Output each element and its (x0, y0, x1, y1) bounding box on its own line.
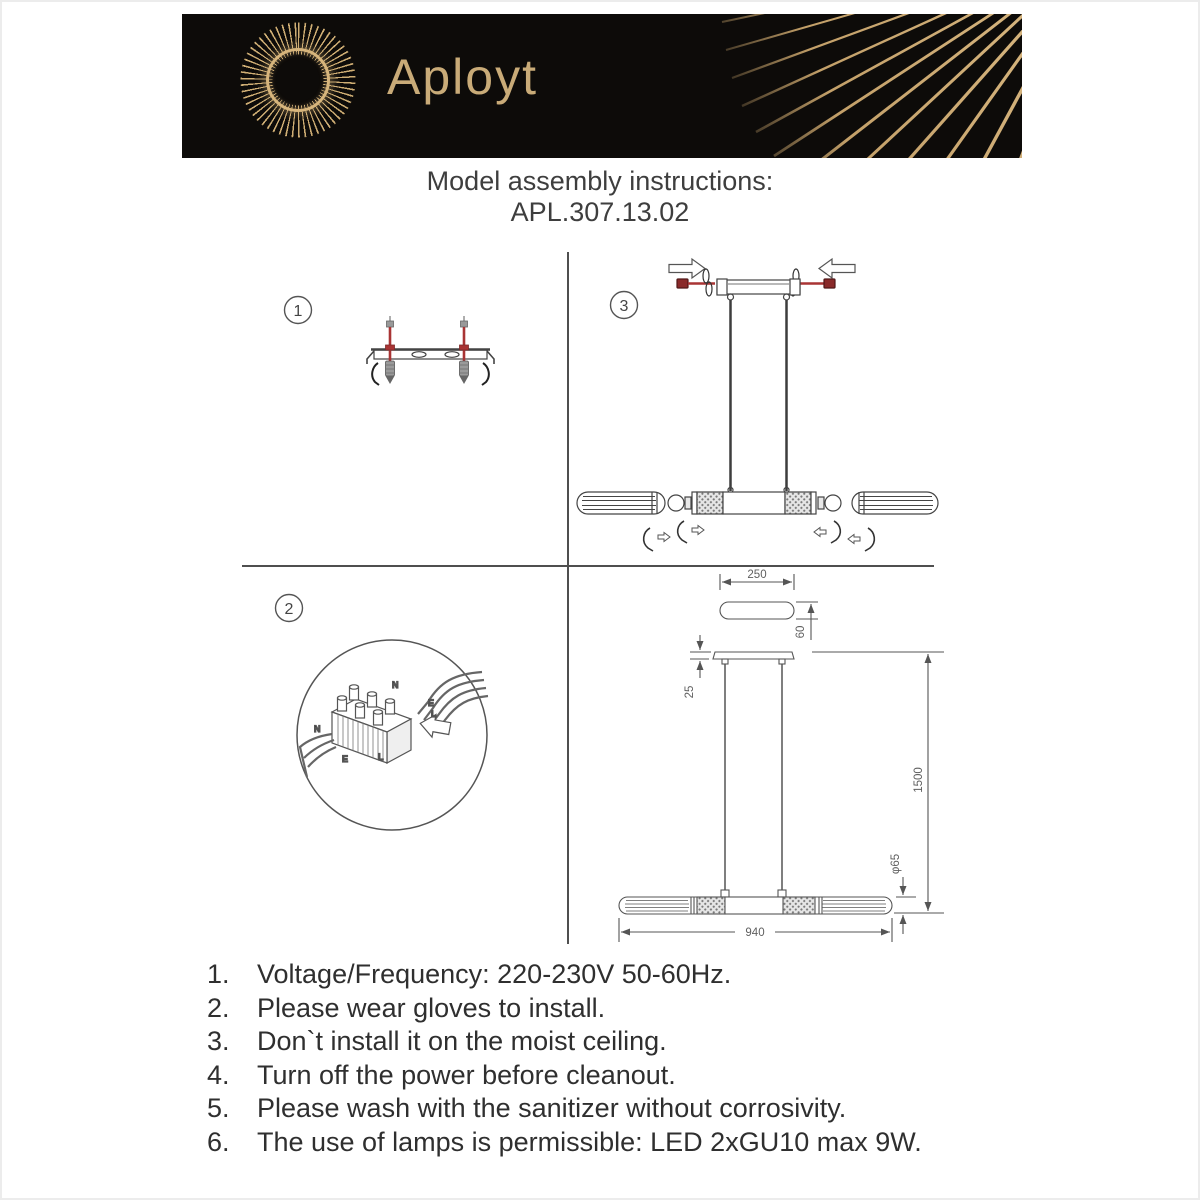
instruction-text: The use of lamps is permissible: LED 2xGU10 max 9W. (257, 1126, 922, 1157)
dimension-drawing (619, 569, 944, 942)
instruction-number: 6. (207, 1126, 230, 1157)
instruction-number: 2. (207, 992, 230, 1023)
instruction-number: 4. (207, 1059, 230, 1090)
instruction-item (207, 958, 1019, 992)
title-block (2, 166, 1198, 228)
svg-text:1: 1 (293, 303, 303, 320)
step3-circle-badge (611, 292, 638, 319)
dim-phi65-label: φ65 (890, 853, 902, 875)
dim-1500-label: 1500 (913, 767, 925, 793)
step1-circle-badge (285, 297, 312, 324)
banner-decorative-rays (182, 14, 1022, 158)
instruction-item (207, 992, 1019, 1026)
push-arrow-right-icon (819, 259, 855, 278)
instruction-number: 5. (207, 1093, 230, 1123)
assembly-diagram (182, 242, 1022, 962)
dim-lamp-bar (619, 897, 892, 914)
instruction-text: Please wear gloves to install. (257, 992, 606, 1023)
instruction-text: Don`t install it on the moist ceiling. (257, 1026, 667, 1056)
instruction-item (207, 1025, 1019, 1059)
instruction-item (207, 1126, 1019, 1160)
wire-label-l-outgoing: L (378, 752, 384, 762)
wire-label-n-incoming: N (392, 680, 399, 690)
dim-canopy-oval (720, 602, 794, 619)
step3-assembly-drawing (577, 259, 938, 551)
dim-25-label: 25 (684, 685, 696, 699)
glass-tube-right (852, 492, 938, 514)
instruction-text: Voltage/Frequency: 220-230V 50-60Hz. (257, 959, 732, 989)
brand-banner (182, 14, 1022, 158)
rotation-indicators (644, 521, 875, 551)
svg-text:3: 3 (619, 298, 629, 315)
outgoing-wires (300, 734, 336, 777)
step1-screw-left (386, 316, 395, 384)
svg-text:2: 2 (284, 601, 294, 618)
wire-label-e-outgoing: E (342, 754, 349, 764)
wire-label-n-outgoing: N (314, 724, 321, 734)
page-title: Model assembly instructions: (426, 166, 774, 196)
step1-screw-right (460, 316, 469, 384)
model-number: APL.307.13.02 (510, 197, 690, 227)
dim-60-label: 60 (795, 625, 807, 639)
step3-screw-left (677, 279, 715, 288)
terminal-block (332, 685, 411, 763)
glass-tube-left (577, 492, 665, 514)
dim-940-label: 940 (745, 927, 765, 939)
dim-ceiling-plate (713, 652, 794, 659)
instruction-text: Turn off the power before cleanout. (257, 1059, 676, 1090)
brand-name: Aployt (387, 49, 538, 105)
step2-wiring-drawing (297, 640, 488, 830)
step3-lamp-body (692, 488, 816, 515)
push-arrow-left-icon (669, 259, 705, 278)
instruction-text: Please wash with the sanitizer without corrosivity. (257, 1093, 847, 1123)
wire-label-e-incoming: E (428, 698, 435, 708)
instruction-number: 1. (207, 959, 230, 989)
dim-250-label: 250 (747, 569, 767, 581)
instruction-item (207, 1059, 1019, 1093)
step3-screw-right (797, 279, 835, 288)
step2-circle-badge (276, 595, 303, 622)
wire-label-l-incoming: L (431, 709, 437, 719)
instruction-list (207, 958, 1019, 1159)
step3-canopy (717, 279, 800, 300)
gu10-bulb-right (818, 495, 841, 511)
instruction-number: 3. (207, 1026, 230, 1056)
step1-bracket-drawing (367, 316, 494, 385)
gu10-bulb-left (668, 495, 691, 511)
instruction-item (207, 1092, 1019, 1126)
